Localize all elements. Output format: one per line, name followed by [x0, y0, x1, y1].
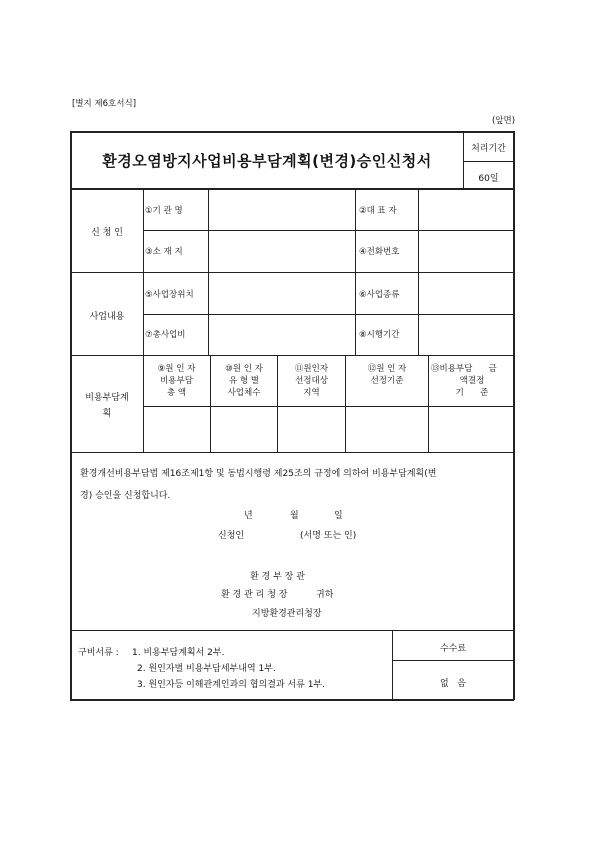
total-cost-label: ⑦총사업비 [145, 330, 186, 340]
project-bottom-line [70, 355, 514, 356]
applicant-sign-label: 신청인 [218, 531, 245, 541]
statement-line-1: 환경개선비용부담법 제16조제1항 및 동법시행령 제25조의 규정에 의하여 비용부담계획(변 [80, 469, 437, 479]
burden-col-amount-line1: ⑬비용부담 금 [431, 364, 497, 374]
project-section-label: 사업내용 [89, 312, 125, 322]
burden-header-line [143, 406, 514, 407]
frame-bottom [70, 699, 514, 701]
burden-col-count-line1: ⑩원 인 자 [225, 364, 263, 374]
burden-col-count-header [211, 363, 277, 399]
documents-top-line [70, 630, 514, 631]
burden-col-div-4 [428, 355, 429, 452]
representative-field[interactable] [420, 191, 512, 228]
burden-col-region-header [278, 363, 345, 399]
burden-col-region-line2: 선정대상 [295, 376, 328, 386]
burden-col-amount-line3: 기 준 [455, 388, 489, 398]
frame-top [70, 131, 514, 133]
burden-total-field[interactable] [145, 408, 209, 450]
document-item-2: 2. 원인자별 비용부담세부내역 1부. [137, 664, 276, 674]
title-bottom-line [70, 188, 514, 190]
fee-value: 없 음 [440, 679, 466, 689]
date-month: 월 [290, 511, 299, 521]
business-type-label: ⑥사업종류 [359, 290, 400, 300]
burden-col-amount-line2: 액결정 [459, 376, 485, 386]
applicant-section-label: 신 청 인 [91, 228, 123, 238]
statement-line-2: 경) 승인을 신청합니다. [80, 491, 171, 501]
processing-label: 처리기간 [471, 144, 506, 154]
burden-col-criteria-line2: 선정기준 [370, 376, 404, 386]
applicant-bottom-line [70, 272, 514, 273]
date-day: 일 [334, 511, 343, 521]
processing-divider [463, 161, 514, 162]
burden-col-count-line2: 유 형 별 [228, 376, 260, 386]
total-cost-field[interactable] [210, 316, 353, 353]
org-name-field[interactable] [210, 191, 353, 228]
fee-label: 수수료 [439, 644, 467, 654]
burden-amount-field[interactable] [430, 408, 512, 450]
address-label: ③소 재 지 [145, 247, 183, 257]
burden-criteria-field[interactable] [347, 408, 427, 450]
phone-field[interactable] [420, 232, 512, 270]
document-item-3: 3. 원인자등 이해관계인과의 협의결과 서류 1부. [137, 680, 325, 690]
burden-col-amount-header [431, 363, 513, 399]
burden-col-total-line2: 비용부담 [160, 376, 193, 386]
page-side: (앞면) [492, 116, 516, 126]
form-title: 환경오염방지사업비용부담계획(변경)승인신청서 [102, 152, 432, 170]
org-name-label: ①기 관 명 [145, 206, 183, 216]
date-year: 년 [244, 511, 253, 521]
burden-bottom-line [70, 452, 514, 453]
burden-count-field[interactable] [212, 408, 276, 450]
recipient-regional: 지방환경관리청장 [252, 609, 322, 619]
period-label: ⑧시행기간 [359, 330, 400, 340]
project-row-line [143, 314, 514, 315]
recipient-minister: 환 경 부 장 관 [250, 572, 305, 582]
recipient-suffix: 귀하 [316, 590, 334, 600]
burden-col-region-line1: ⑪원인자 [294, 364, 329, 374]
processing-value: 60일 [478, 174, 499, 184]
fee-row-line [392, 660, 514, 661]
site-location-label: ⑤사업장위치 [145, 290, 194, 300]
period-field[interactable] [420, 316, 512, 353]
burden-section-label-2: 획 [102, 409, 112, 419]
representative-label: ②대 표 자 [359, 206, 397, 216]
documents-label: 구비서류 : [78, 648, 119, 658]
phone-label: ④전화번호 [359, 247, 400, 257]
site-location-field[interactable] [210, 275, 353, 312]
burden-col-total-line3: 총 액 [166, 388, 187, 398]
sign-note: (서명 또는 인) [300, 531, 357, 541]
burden-section-label: 비용부담계 [85, 393, 129, 403]
recipient-office: 환 경 관 리 청 장 [221, 590, 288, 600]
burden-col-total-line1: ⑨원 인 자 [157, 364, 196, 374]
frame-right [513, 131, 515, 700]
business-type-field[interactable] [420, 275, 512, 312]
applicant-row-line [143, 230, 514, 231]
burden-col-criteria-header [346, 363, 428, 387]
burden-col-count-line3: 사업체수 [227, 388, 261, 398]
burden-col-region-line3: 지역 [303, 388, 320, 398]
document-item-1: 1. 비용부담계획서 2부. [132, 648, 225, 658]
burden-col-total-header [143, 363, 210, 399]
form-number: [별지 제6호서식] [72, 99, 137, 109]
address-field[interactable] [210, 232, 353, 270]
burden-region-field[interactable] [279, 408, 344, 450]
burden-col-criteria-line1: ⑫원 인 자 [367, 364, 407, 374]
